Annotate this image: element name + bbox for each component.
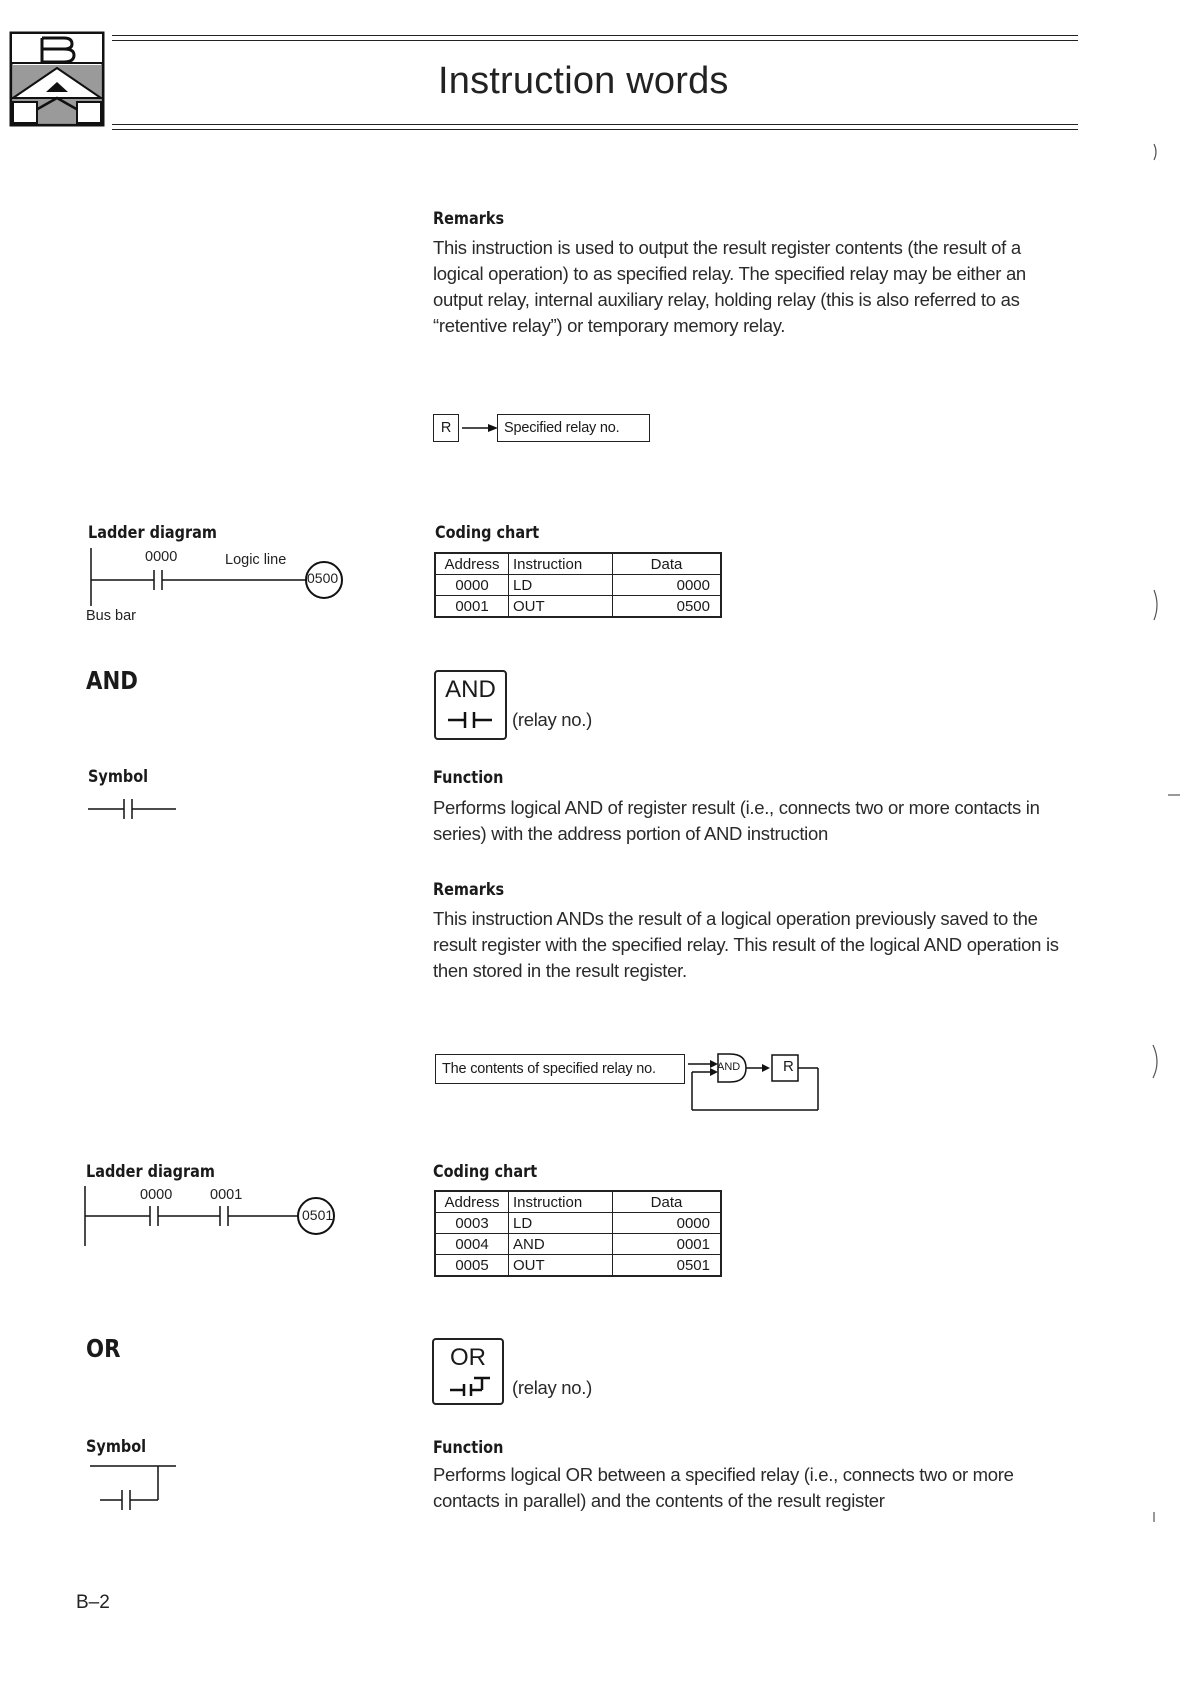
company-logo-icon (10, 32, 104, 126)
header-rule-bottom (112, 124, 1078, 125)
out-ladder-contact-label: 0000 (145, 549, 178, 565)
out-remarks-text: This instruction is used to output the result register contents (the result of a logical operation) to as specified relay. The specified relay may be either an output relay, internal auxiliary relay, holding relay (this is also referred to as “retentive relay”) or temporary memory relay. (433, 237, 1026, 336)
out-remarks-heading: Remarks (433, 209, 505, 229)
and-function-text: Performs logical AND of register result (i.e., connects two or more contacts in series) with the address portion of AND instruction (433, 797, 1040, 844)
and-flow-register-label: R (783, 1058, 794, 1075)
and-function-heading: Function (433, 768, 504, 788)
and-remarks-heading: Remarks (433, 880, 505, 900)
specified-relay-contents-box: The contents of specified relay no. (435, 1054, 685, 1084)
contact-parallel-icon (448, 1374, 494, 1398)
or-function-heading: Function (433, 1438, 504, 1458)
and-gate-flow-diagram (686, 1050, 826, 1114)
out-ladder-heading: Ladder diagram (88, 523, 217, 543)
specified-relay-box: Specified relay no. (497, 414, 650, 442)
out-ladder-logic-line-label: Logic line (225, 552, 287, 568)
and-ladder-contact-1-label: 0000 (140, 1187, 173, 1203)
table-row: 0005 OUT 0501 (435, 1255, 721, 1277)
coding-col-instruction: Instruction (509, 1191, 613, 1213)
out-coding-heading: Coding chart (435, 523, 540, 543)
or-symbol-icon (86, 1462, 186, 1512)
table-row: 0000 LD 0000 (435, 575, 721, 596)
and-symbol-heading: Symbol (88, 767, 149, 787)
and-instruction-word: AND (445, 676, 496, 703)
or-instruction-word: OR (450, 1344, 486, 1371)
coding-col-data: Data (613, 553, 722, 575)
header-rule-top (112, 35, 1078, 36)
flow-arrow-icon (460, 420, 500, 436)
coding-col-address: Address (435, 553, 509, 575)
out-ladder-coil-label: 0500 (307, 570, 339, 586)
and-section-heading: AND (86, 666, 138, 695)
margin-marks (1140, 140, 1180, 1540)
and-relay-note: (relay no.) (512, 709, 592, 730)
coding-col-data: Data (613, 1191, 722, 1213)
out-coding-table (434, 552, 722, 618)
and-ladder-heading: Ladder diagram (86, 1162, 215, 1182)
table-row: 0003 LD 0000 (435, 1213, 721, 1234)
and-symbol-icon (86, 797, 181, 821)
or-symbol-heading: Symbol (86, 1437, 147, 1457)
and-ladder-contact-2-label: 0001 (210, 1187, 243, 1203)
bus-bar-label: Bus bar (86, 608, 136, 624)
coding-col-instruction: Instruction (509, 553, 613, 575)
contact-no-icon (446, 710, 496, 730)
page-title: Instruction words (438, 60, 729, 102)
and-gate-label: AND (717, 1061, 741, 1073)
and-ladder-coil-label: 0501 (302, 1207, 334, 1223)
or-section-heading: OR (86, 1334, 121, 1363)
header-rule-top-thin (112, 40, 1078, 41)
header-rule-bottom-thin (112, 129, 1078, 130)
and-coding-heading: Coding chart (433, 1162, 538, 1182)
table-row: 0004 AND 0001 (435, 1234, 721, 1255)
or-instruction-key (432, 1338, 504, 1405)
or-function-text: Performs logical OR between a specified relay (i.e., connects two or more contacts in parallel) and the contents of the result register (433, 1464, 1014, 1511)
or-relay-note: (relay no.) (512, 1377, 592, 1398)
table-row: 0001 OUT 0500 (435, 596, 721, 618)
result-register-box: R (433, 414, 459, 442)
and-remarks-text: This instruction ANDs the result of a logical operation previously saved to the result register with the specified relay. This result of the logical AND operation is then stored in the result register. (433, 908, 1059, 981)
coding-col-address: Address (435, 1191, 509, 1213)
and-instruction-key (434, 670, 507, 740)
and-coding-table (434, 1190, 722, 1277)
page-number: B–2 (76, 1592, 110, 1613)
